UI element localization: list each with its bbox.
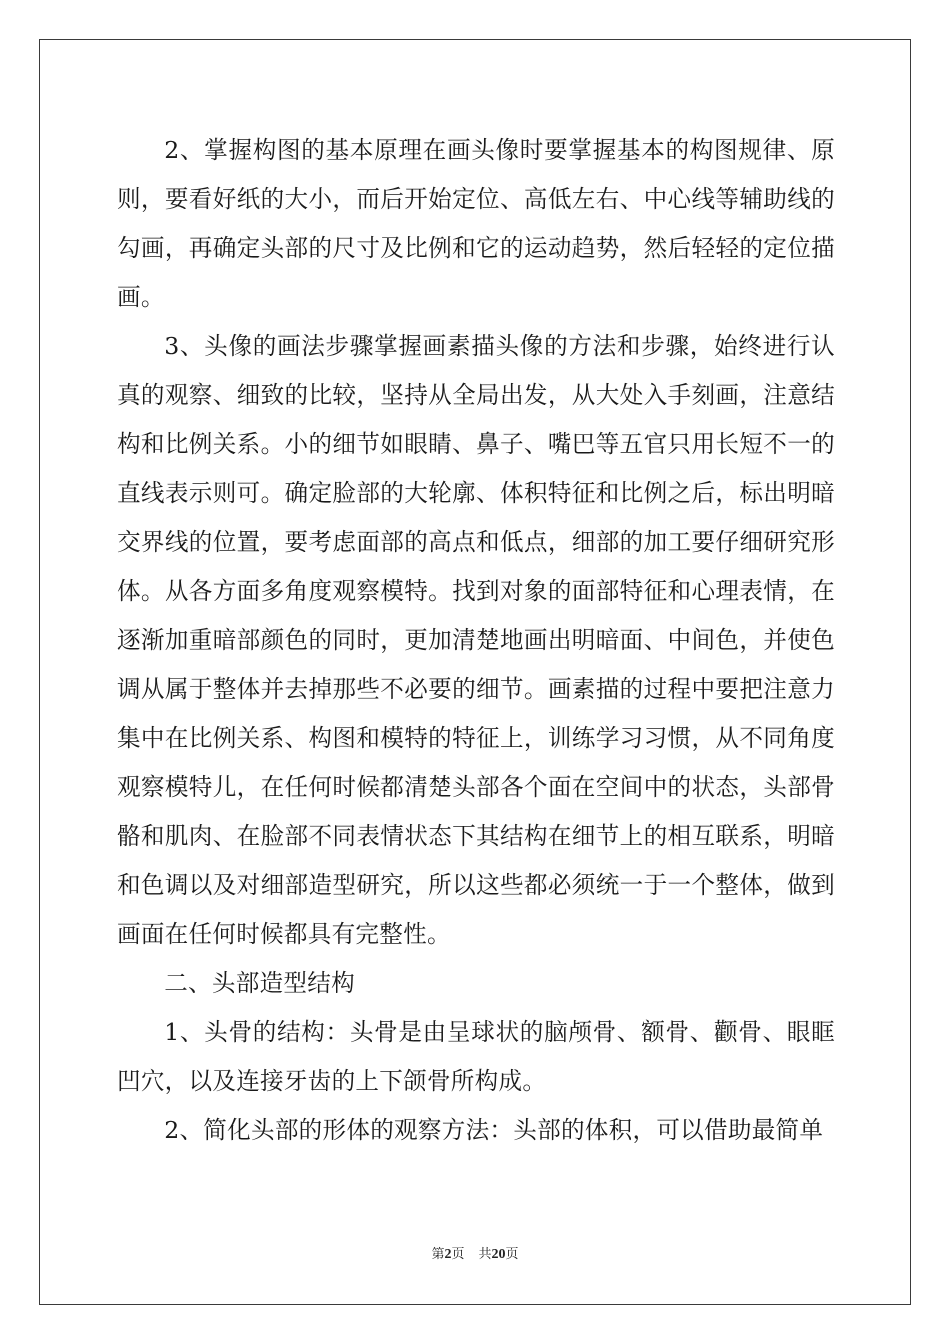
page-suffix: 页	[451, 1247, 465, 1262]
paragraph-composition-principles: 2、掌握构图的基本原理在画头像时要掌握基本的构图规律、原则，要看好纸的大小，而后开始定位、高低左右、中心线等辅助线的勾画，再确定头部的尺寸及比例和它的运动趋势，然后轻轻的定位描画。	[117, 136, 835, 311]
total-suffix: 页	[505, 1247, 519, 1262]
page-footer	[0, 1246, 950, 1264]
page-prefix: 第	[431, 1247, 445, 1262]
paragraph-skull-structure: 1、头骨的结构：头骨是由呈球状的脑颅骨、额骨、颧骨、眼眶凹穴，以及连接牙齿的上下颌骨所构成。	[117, 1018, 835, 1095]
paragraph-simplified-observation: 2、简化头部的形体的观察方法：头部的体积，可以借助最简单	[164, 1116, 824, 1144]
total-pages: 20	[491, 1247, 506, 1262]
paragraph-drawing-steps: 3、头像的画法步骤掌握画素描头像的方法和步骤，始终进行认真的观察、细致的比较，坚持从全局出发，从大处入手刻画，注意结构和比例关系。小的细节如眼睛、鼻子、嘴巴等五官只用长短不一的直线表示则可。确定脸部的大轮廓、体积特征和比例之后，标出明暗交界线的位置，要考虑面部的高点和低点，细部的加工要仔细研究形体。从各方面多角度观察模特。找到对象的面部特征和心理表情，在逐渐加重暗部颜色的同时，更加清楚地画出明暗面、中间色，并使色调从属于整体并去掉那些不必要的细节。画素描的过程中要把注意力集中在比例关系、构图和模特的特征上，训练学习习惯，从不同角度观察模特儿，在任何时候都清楚头部各个面在空间中的状态，头部骨骼和肌肉、在脸部不同表情状态下其结构在细节上的相互联系，明暗和色调以及对细部造型研究，所以这些都必须统一于一个整体，做到画面在任何时候都具有完整性。	[117, 332, 835, 948]
page-number: 2	[444, 1247, 452, 1262]
section-heading-head-structure: 二、头部造型结构	[164, 969, 355, 997]
total-prefix: 共	[478, 1247, 492, 1262]
document-body	[117, 126, 835, 1155]
